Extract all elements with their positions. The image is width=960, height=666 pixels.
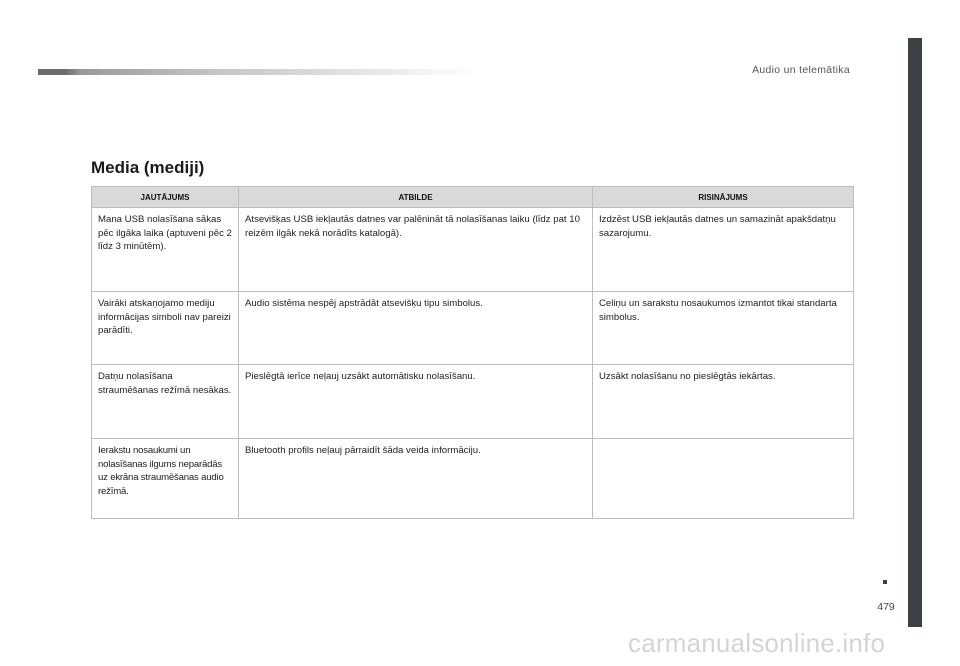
page-marker <box>883 580 887 584</box>
answer-cell: Audio sistēma nespēj apstrādāt atsevišķu tipu simbolus. <box>239 292 593 365</box>
solution-cell: Izdzēst USB iekļautās datnes un samazināt apakšdatņu sazarojumu. <box>593 208 854 292</box>
page-title: Media (mediji) <box>91 158 205 177</box>
table-row <box>92 365 854 439</box>
question-cell: Datņu nolasīšana straumēšanas režīmā nesākas. <box>92 365 239 439</box>
table-header-row <box>92 187 854 208</box>
answer-cell: Atsevišķas USB iekļautās datnes var palēnināt tā nolasīšanas laiku (līdz pat 10 reizēm ilgāk nekā norādīts katalogā). <box>239 208 593 292</box>
answer-cell: Bluetooth profils neļauj pārraidīt šāda veida informāciju. <box>239 439 593 519</box>
table-row <box>92 292 854 365</box>
column-header-question: JAUTĀJUMS <box>92 187 239 208</box>
answer-cell: Pieslēgtā ierīce neļauj uzsākt automātisku nolasīšanu. <box>239 365 593 439</box>
page-number: 479 <box>877 601 895 613</box>
solution-cell: Celiņu un sarakstu nosaukumos izmantot tikai standarta simbolus. <box>593 292 854 365</box>
question-cell: Mana USB nolasīšana sākas pēc ilgāka laika (aptuveni pēc 2 līdz 3 minūtēm). <box>92 208 239 292</box>
section-header: Audio un telemātika <box>752 64 850 76</box>
question-cell: Ierakstu nosaukumi un nolasīšanas ilgums neparādās uz ekrāna straumēšanas audio režīmā. <box>92 439 239 519</box>
watermark: carmanualsonline.info <box>628 628 886 658</box>
side-tab-bar <box>908 38 922 627</box>
header-gradient-rule <box>38 69 478 75</box>
solution-cell <box>593 439 854 519</box>
table-row <box>92 208 854 292</box>
solution-cell: Uzsākt nolasīšanu no pieslēgtās iekārtas. <box>593 365 854 439</box>
column-header-answer: ATBILDE <box>239 187 593 208</box>
table-row <box>92 439 854 519</box>
column-header-solution: RISINĀJUMS <box>593 187 854 208</box>
question-cell: Vairāki atskaņojamo mediju informācijas simboli nav pareizi parādīti. <box>92 292 239 365</box>
troubleshooting-table <box>91 186 854 519</box>
